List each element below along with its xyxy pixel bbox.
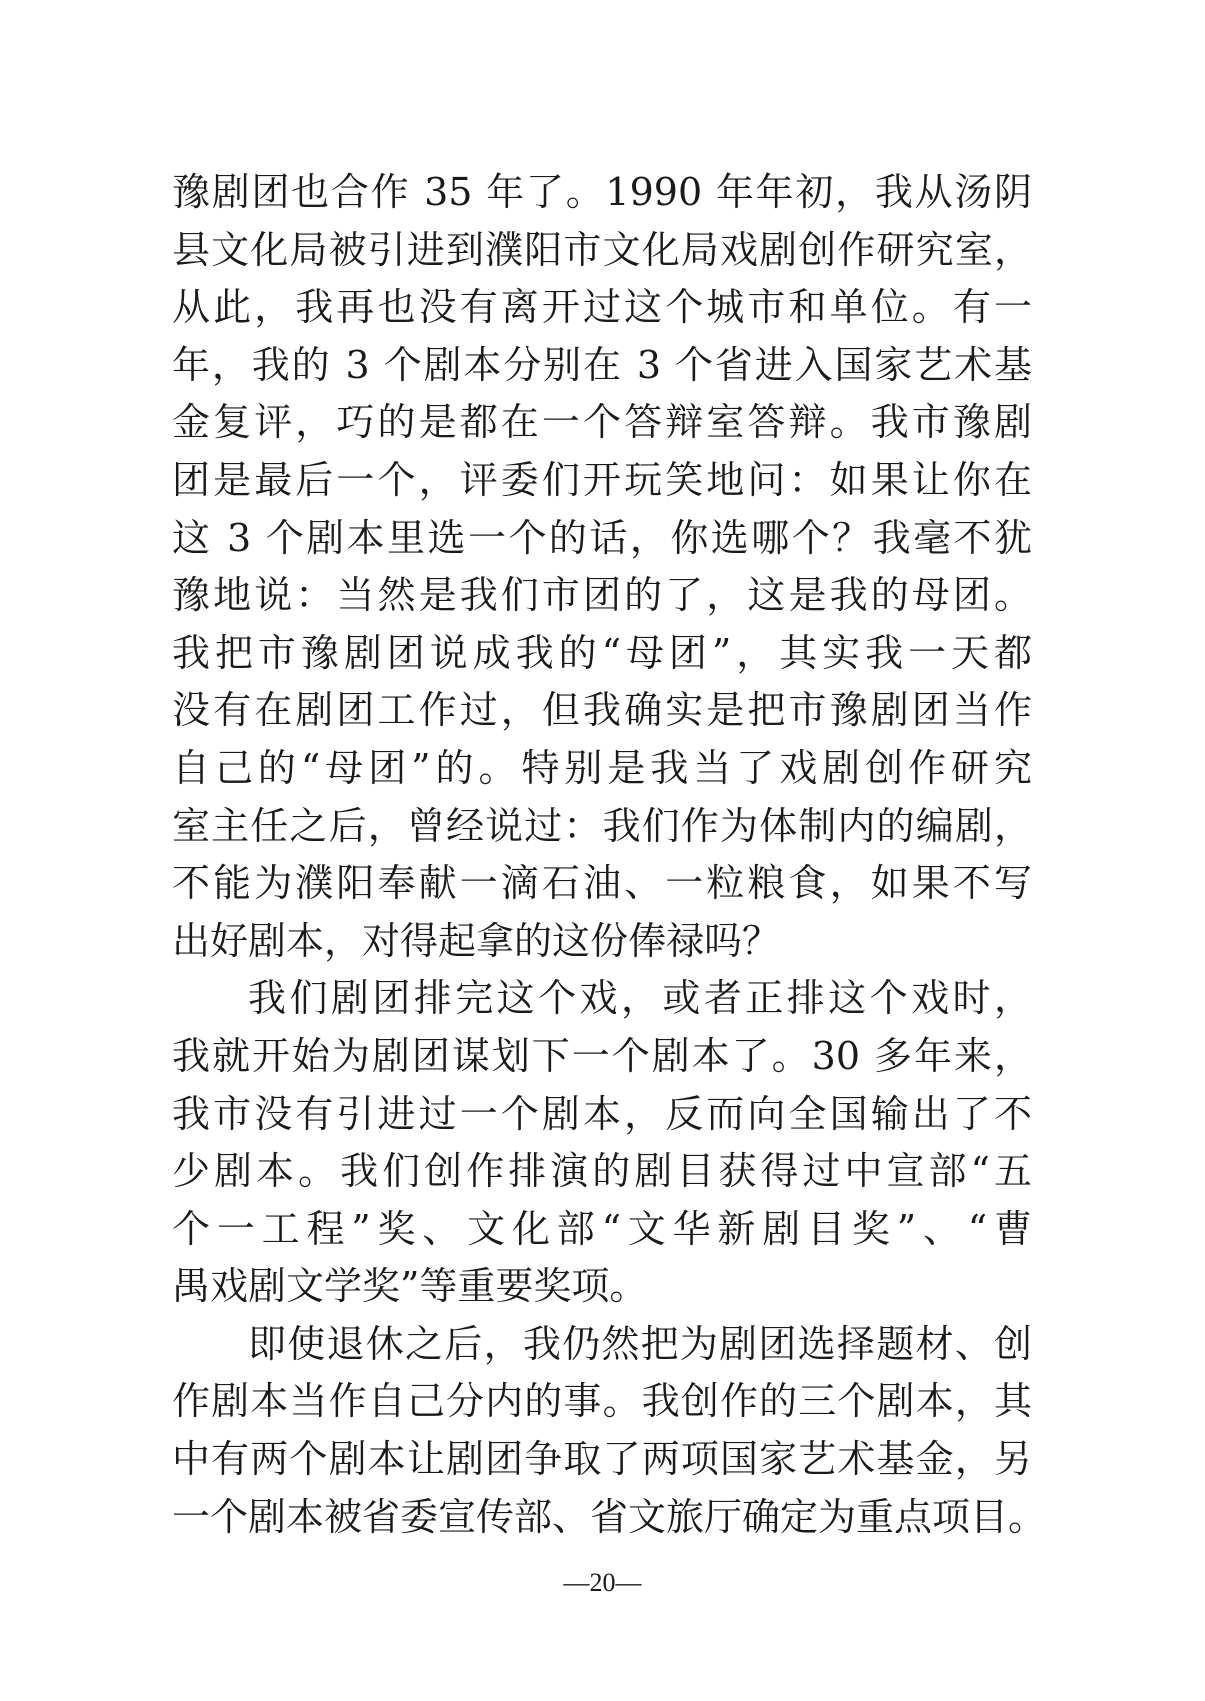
text-line: 中有两个剧本让剧团争取了两项国家艺术基金，另	[172, 1437, 1032, 1482]
text-line: 作剧本当作自己分内的事。我创作的三个剧本，其	[172, 1379, 1032, 1424]
paragraph-2	[172, 970, 1032, 1316]
text-line: 一个剧本被省委宣传部、省文旅厅确定为重点项目。	[172, 1494, 1047, 1539]
text-line: 禺戏剧文学奖”等重要奖项。	[172, 1264, 648, 1309]
text-line: 出好剧本，对得起拿的这份俸禄吗？	[172, 918, 781, 963]
text-line: 金复评，巧的是都在一个答辩室答辩。我市豫剧	[172, 400, 1032, 445]
text-line: 我就开始为剧团谋划下一个剧本了。30 多年来，	[172, 1033, 1032, 1078]
text-line: 自己的“母团”的。特别是我当了戏剧创作研究	[172, 745, 1032, 790]
text-line: 团是最后一个，评委们开玩笑地问：如果让你在	[172, 457, 1032, 502]
text-line: 即使退休之后，我仍然把为剧团选择题材、创	[248, 1321, 1032, 1366]
page-number: —20—	[563, 1568, 642, 1597]
text-line: 豫剧团也合作 35 年了。1990 年年初，我从汤阴	[172, 170, 1032, 214]
text-line: 这 3 个剧本里选一个的话，你选哪个？我毫不犹	[172, 515, 1032, 560]
text-line: 我把市豫剧团说成我的“母团”，其实我一天都	[172, 630, 1032, 675]
text-line: 个一工程”奖、文化部“文华新剧目奖”、“曹	[172, 1206, 1032, 1251]
paragraph-1	[172, 164, 1032, 970]
body-text	[172, 164, 1047, 1546]
text-line: 我们剧团排完这个戏，或者正排这个戏时，	[248, 976, 1032, 1021]
text-line: 豫地说：当然是我们市团的了，这是我的母团。	[172, 573, 1032, 618]
text-line: 不能为濮阳奉献一滴石油、一粒粮食，如果不写	[172, 861, 1032, 906]
text-line: 我市没有引进过一个剧本，反而向全国输出了不	[172, 1091, 1032, 1136]
text-line: 从此，我再也没有离开过这个城市和单位。有一	[172, 285, 1032, 330]
text-line: 室主任之后，曾经说过：我们作为体制内的编剧，	[172, 803, 1032, 848]
text-line: 年，我的 3 个剧本分别在 3 个省进入国家艺术基	[172, 342, 1032, 387]
paragraph-3	[172, 1316, 1047, 1546]
text-line: 县文化局被引进到濮阳市文化局戏剧创作研究室，	[172, 227, 1032, 272]
text-line: 少剧本。我们创作排演的剧目获得过中宣部“五	[172, 1149, 1032, 1194]
text-line: 没有在剧团工作过，但我确实是把市豫剧团当作	[172, 688, 1032, 733]
